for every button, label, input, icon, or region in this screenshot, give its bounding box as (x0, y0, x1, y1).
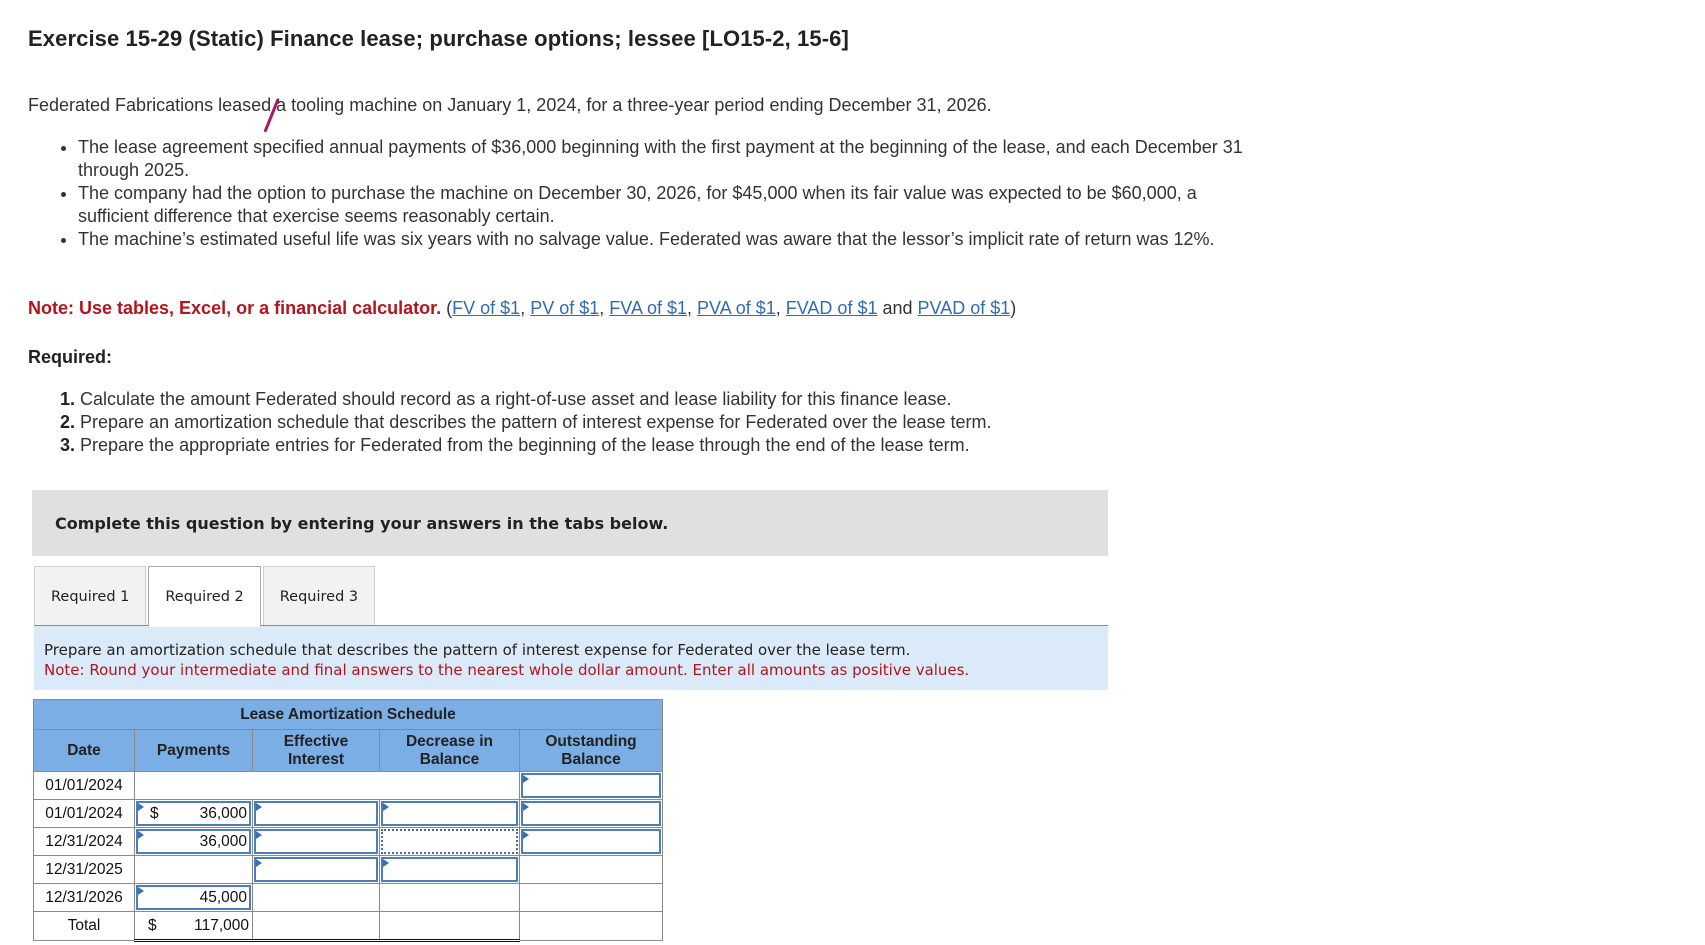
page-title: Exercise 15-29 (Static) Finance lease; purchase options; lessee [LO15-2, 15-6] (28, 26, 849, 51)
empty-cell (380, 884, 520, 912)
total-row (34, 912, 663, 941)
interest-cell (253, 828, 380, 856)
input-flag-icon (383, 803, 389, 811)
decrease-input-row3-focused[interactable] (381, 829, 518, 854)
total-payments: $ 117,000 (135, 912, 253, 941)
total-decrease (380, 912, 520, 941)
interest-input-row3[interactable] (254, 829, 378, 854)
interest-cell (253, 856, 380, 884)
fv-link[interactable]: FV of $1 (452, 298, 521, 318)
col-header-payments: Payments (135, 730, 253, 772)
input-flag-icon (383, 859, 389, 867)
bullet-item: • The lease agreement specified annual payments of $36,000 beginning with the first payment at the beginning of the lease, and each December 31 through 2025. (78, 136, 1258, 182)
date-cell: 12/31/2024 (34, 828, 135, 856)
tab-required-3[interactable]: Required 3 (263, 566, 375, 626)
col-header-effective-interest: Effective Interest (253, 730, 380, 772)
note-label: Note: Use tables, Excel, or a financial calculator. (28, 298, 442, 318)
empty-cell (135, 772, 253, 800)
payment-input-row5[interactable]: 45,000 (136, 885, 251, 910)
fvad-link[interactable]: FVAD of $1 (785, 298, 878, 318)
tab-instructions (34, 626, 1108, 690)
instructions-banner: Complete this question by entering your answers in the tabs below. (32, 490, 1108, 556)
decrease-cell (380, 800, 520, 828)
input-flag-icon (523, 775, 529, 783)
outstanding-balance-input-row1[interactable] (521, 773, 661, 798)
pva-link[interactable]: PVA of $1 (697, 298, 776, 318)
bullet-item: • The machine’s estimated useful life was six years with no salvage value. Federated was aware that the lessor’s implicit rate of return was 12%. (78, 228, 1258, 251)
interest-input-row4[interactable] (254, 857, 378, 882)
problem-bullets (28, 136, 1258, 251)
input-flag-icon (256, 831, 262, 839)
date-cell: 12/31/2026 (34, 884, 135, 912)
tables-note: Note: Use tables, Excel, or a financial calculator. (FV of $1, PV of $1, FVA of $1, PVA of $1, FVAD of $1 and PVAD of $1) (28, 298, 1017, 318)
table-row (34, 772, 663, 800)
table-row (34, 828, 663, 856)
requirement-tabs (34, 566, 377, 626)
empty-cell (520, 856, 663, 884)
date-cell: 12/31/2025 (34, 856, 135, 884)
instruction-text: Prepare an amortization schedule that describes the pattern of interest expense for Federated over the lease term. (44, 641, 911, 659)
total-interest (253, 912, 380, 941)
empty-cell (520, 912, 663, 941)
date-cell: 01/01/2024 (34, 772, 135, 800)
interest-cell (253, 800, 380, 828)
table-caption: Lease Amortization Schedule (34, 700, 663, 730)
input-flag-icon (256, 803, 262, 811)
date-cell: 01/01/2024 (34, 800, 135, 828)
decrease-input-row2[interactable] (381, 801, 518, 826)
outstanding-balance-cell (520, 772, 663, 800)
col-header-date: Date (34, 730, 135, 772)
payment-cell (135, 828, 253, 856)
col-header-decrease-in-balance: Decrease in Balance (380, 730, 520, 772)
required-heading: Required: (28, 347, 113, 367)
problem-intro: Federated Fabrications leased a tooling machine on January 1, 2024, for a three-year period ending December 31, 2026. (28, 95, 992, 115)
total-label: Total (34, 912, 135, 941)
decrease-cell (380, 856, 520, 884)
empty-cell (253, 772, 380, 800)
input-flag-icon (138, 803, 144, 811)
empty-cell (253, 884, 380, 912)
decrease-input-row4[interactable] (381, 857, 518, 882)
input-flag-icon (523, 831, 529, 839)
outstanding-balance-input-row2[interactable] (521, 801, 661, 826)
fva-link[interactable]: FVA of $1 (609, 298, 687, 318)
payment-cell (135, 884, 253, 912)
empty-cell (520, 884, 663, 912)
tab-required-2[interactable]: Required 2 (148, 566, 260, 627)
outstanding-balance-input-row3[interactable] (521, 829, 661, 854)
outstanding-balance-cell (520, 828, 663, 856)
tab-required-1[interactable]: Required 1 (34, 566, 146, 626)
rounding-note: Note: Round your intermediate and final answers to the nearest whole dollar amount. Enter all amounts as positive values. (44, 661, 970, 679)
required-item: 3. Prepare the appropriate entries for Federated from the beginning of the lease through the end of the lease term. (60, 435, 970, 455)
pvad-link[interactable]: PVAD of $1 (917, 298, 1011, 318)
input-flag-icon (138, 887, 144, 895)
empty-cell (135, 856, 253, 884)
lease-amortization-table (33, 699, 663, 942)
required-item: 2. Prepare an amortization schedule that describes the pattern of interest expense for Federated over the lease term. (60, 412, 992, 432)
pv-link[interactable]: PV of $1 (530, 298, 600, 318)
decrease-cell (380, 828, 520, 856)
input-flag-icon (256, 859, 262, 867)
outstanding-balance-cell (520, 800, 663, 828)
required-item: 1. Calculate the amount Federated should record as a right-of-use asset and lease liability for this finance lease. (60, 389, 952, 409)
empty-cell (380, 772, 520, 800)
required-list (28, 388, 992, 457)
input-flag-icon (138, 831, 144, 839)
col-header-outstanding-balance: Outstanding Balance (520, 730, 663, 772)
payment-cell (135, 800, 253, 828)
input-flag-icon (523, 803, 529, 811)
table-row (34, 884, 663, 912)
table-row (34, 800, 663, 828)
table-row (34, 856, 663, 884)
payment-input-row2[interactable]: $ 36,000 (136, 801, 251, 826)
interest-input-row2[interactable] (254, 801, 378, 826)
bullet-item: • The company had the option to purchase the machine on December 30, 2026, for $45,000 when its fair value was expected to be $60,000, a sufficient difference that exercise seems reasonably certain. (78, 182, 1258, 228)
payment-input-row3[interactable]: 36,000 (136, 829, 251, 854)
